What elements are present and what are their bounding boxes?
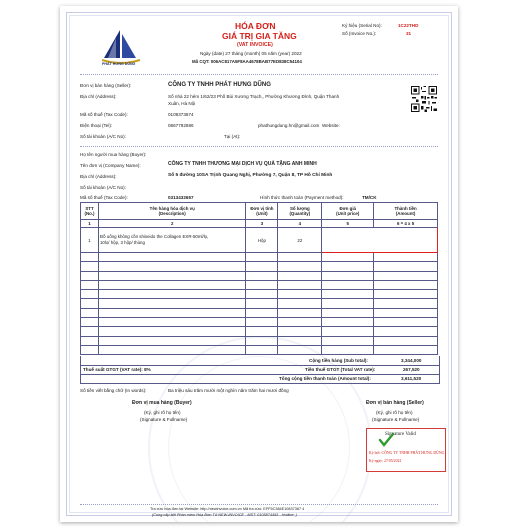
buyer-account-label: Số tài khoản (A/C No): [80,185,126,190]
buyer-sign-sub2: (Signature & Fullname) [140,417,188,422]
total-label: Tổng cộng tiền thanh toán (Amount total): [279,376,371,381]
index-cell: 6 = 4 x 5 [374,220,438,228]
table-row [81,290,438,299]
subtotal-value: 3,344,000 [401,358,422,363]
index-cell: 1 [81,220,99,228]
table-row [81,262,438,271]
seller-sign-sub1: (Ký, ghi rõ họ tên) [376,410,413,415]
invoice-title-vat: GIÁ TRỊ GIA TĂNG [222,31,297,41]
table-row [81,299,438,308]
table-row [81,253,438,262]
invoice-date: Ngày (date) 27 tháng (month) 05 năm (year) 2022 [200,51,302,56]
table-row [81,228,438,253]
items-table [80,202,438,355]
seller-address-line2: Xuân, Hà Nội [168,101,196,106]
footer-divider [80,504,438,505]
buyer-sign-title: Đơn vị mua hàng (Buyer) [132,400,192,406]
seller-website-label: Website: [322,123,340,128]
logo-text: PHÁT HƯNG DŨNG [102,62,136,66]
row-no: 1 [81,228,99,253]
in-words-value: Ba triệu sáu trăm mười một nghìn năm trăm hai mươi đồng [168,388,289,393]
buyer-address: Số 5 đường 10SA Trịnh Quang Nghị, Phường 7, Quận 8, TP Hồ Chí Minh [168,173,333,178]
seller-phone-label: Điện thoại (Tel): [80,123,113,128]
row-unit: Hộp [246,228,278,253]
seller-name: CÔNG TY TNHH PHÁT HƯNG DŨNG [168,82,271,88]
buyer-sign-sub1: (Ký, ghi rõ họ tên) [144,410,181,415]
table-row [81,318,438,327]
table-header-row [81,203,438,220]
buyer-tax-code: 0313432657 [168,195,194,200]
in-words-label: Số tiền viết bằng chữ (In words): [80,388,147,393]
signed-date: Ký ngày: 27/05/2022 [369,459,402,463]
seller-address-label: Địa chỉ (Address): [80,94,117,99]
divider [80,74,438,75]
serial-value: 1C22THD [398,23,419,28]
seller-phone: 0867792886 [168,123,194,128]
total-row [80,374,440,384]
payment-method: TM/CK [362,195,377,200]
footer-provider: (Cung cấp bởi Phần mềm Hóa Đơn Tử NEW-INVOICE - MST: 0105874493 - Hotline: ) [152,513,297,517]
vat-amount-value: 267,520 [403,367,420,372]
vat-amount-label: Tiền thuế GTGT (Total VAT rate): [305,367,376,372]
seller-sign-title: Đơn vị bán hàng (Seller) [366,400,424,406]
buyer-label: Họ tên người mua hàng (Buyer): [80,152,147,157]
seller-label: Đơn vị bán hàng (Seller): [80,83,132,88]
buyer-address-label: Địa chỉ (Address): [80,174,117,179]
footer-lookup: Tra cứu hóa đơn tại Website: http://newinvoice.com.vn Mã tra cứu: EFF5C384E10837387 4 [150,507,305,511]
index-cell: 5 [322,220,374,228]
table-row [81,336,438,345]
cqt-code: Mã CQT: 006AC817A5F8AA4678BAB77ED838C54104 [192,59,302,64]
subtotal-label: Cộng tiền hàng (Sub total): [309,358,368,363]
header-unit-price: Đơn giá (Unit price) [322,203,374,220]
qr-code [411,86,437,112]
index-cell: 2 [98,220,246,228]
table-row [81,271,438,280]
row-price-highlight [322,228,438,253]
table-row [81,280,438,289]
seller-tax-label: Mã số thuế (Tax Code): [80,112,128,117]
vat-rate: Thuế suất GTGT (VAT rate): 8% [83,367,151,372]
table-row [81,327,438,336]
signature-valid-label: Signature Valid [385,432,416,437]
invoice-title: HÓA ĐƠN [235,21,276,31]
table-index-row [81,220,438,228]
signed-by: Ký bởi: CÔNG TY TNHH PHÁT HƯNG DŨNG [369,451,445,455]
invoice-paper [60,6,458,522]
payment-label: Hình thức thanh toán (Payment method): [260,195,344,200]
divider [80,146,438,147]
index-cell: 4 [278,220,322,228]
row-quantity: 22 [278,228,322,253]
seller-bank-label: Tại (At): [224,134,241,139]
invoice-no-label: Số (Invoice No.): [342,31,377,36]
row-description: Đồ uống không cồn shiseido the Collagen EXR-50ml/lọ, 10lọ/ hộp, 3 hộp/ thùng [98,228,246,253]
header-no: STT (No.) [81,203,99,220]
checkmark-icon [378,432,394,448]
seller-email: phathungdung.hn@gmail.com [258,123,320,128]
header-quantity: Số lượng (Quantity) [278,203,322,220]
seller-account-label: Số tài khoản (A/C No): [80,134,126,139]
serial-label: Ký hiệu (Serial No): [342,23,382,28]
table-row [81,308,438,317]
table-row [81,345,438,354]
seller-tax-code: 0109373874 [168,112,194,117]
header-unit: Đơn vị tính (Unit) [246,203,278,220]
seller-sign-sub2: (Signature & Fullname) [372,417,420,422]
header-description: Tên hàng hóa dịch vụ (Description) [98,203,246,220]
buyer-company-label: Tên đơn vị (Company Name): [80,163,141,168]
seller-address-line1: Số nhà 22 hẻm 1/62/23 Phố Bùi Xương Trạch,, Phường Khương Đình, Quận Thanh [168,94,340,99]
invoice-no-value: 31 [406,31,412,36]
buyer-tax-label: Mã số thuế (Tax Code): [80,195,128,200]
total-value: 3,611,520 [401,376,422,381]
index-cell: 3 [246,220,278,228]
buyer-company: CÔNG TY TNHH THƯƠNG MẠI DỊCH VỤ QUÀ TẶNG ANH MINH [168,161,317,167]
invoice-subtitle: (VAT INVOICE) [237,42,273,48]
header-amount: Thành tiền (Amount) [374,203,438,220]
